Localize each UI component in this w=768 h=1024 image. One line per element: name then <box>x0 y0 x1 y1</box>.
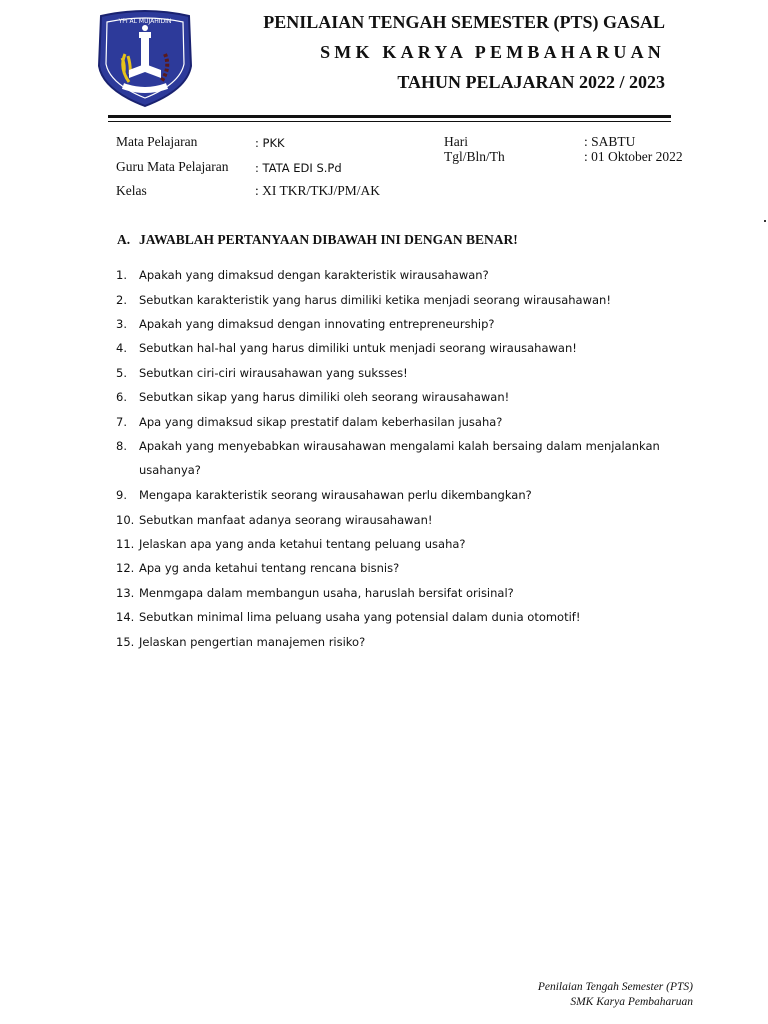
question-text: Apakah yang dimaksud dengan innovating entrepreneurship? <box>139 317 495 331</box>
question-text: Apakah yang dimaksud dengan karakteristik wirausahawan? <box>139 268 489 282</box>
question-number: 7. <box>116 415 127 429</box>
question-text: Mengapa karakteristik seorang wirausahawan perlu dikembangkan? <box>139 488 532 502</box>
header-divider-thick <box>108 115 671 118</box>
question-number: 6. <box>116 390 127 404</box>
date-label: Tgl/Bln/Th <box>444 149 505 164</box>
day-label: Hari <box>444 134 468 149</box>
question-text: Sebutkan sikap yang harus dimiliki oleh seorang wirausahawan! <box>139 390 510 404</box>
class-label: Kelas <box>116 183 147 198</box>
teacher-value: : TATA EDI S.Pd <box>255 161 342 175</box>
question-text: Apakah yang menyebabkan wirausahawan mengalami kalah bersaing dalam menjalankan <box>139 439 660 453</box>
date-value: : 01 Oktober 2022 <box>584 149 683 164</box>
question-text: Sebutkan minimal lima peluang usaha yang potensial dalam dunia otomotif! <box>139 610 581 624</box>
exam-title: PENILAIAN TENGAH SEMESTER (PTS) GASAL <box>263 12 665 32</box>
question-text: Sebutkan ciri-ciri wirausahawan yang suksses! <box>139 366 408 380</box>
stray-mark <box>764 220 766 222</box>
question-number: 5. <box>116 366 127 380</box>
school-name: SMK KARYA PEMBAHARUAN <box>320 42 665 62</box>
footer-line-1: Penilaian Tengah Semester (PTS) <box>537 981 693 993</box>
question-text: Sebutkan manfaat adanya seorang wirausahawan! <box>139 513 433 527</box>
question-number: 8. <box>116 439 127 453</box>
logo-text: YPI AL MUJAHIDIN <box>118 18 172 25</box>
teacher-label: Guru Mata Pelajaran <box>116 159 229 174</box>
question-number: 15. <box>116 635 135 649</box>
question-text: Sebutkan hal-hal yang harus dimiliki untuk menjadi seorang wirausahawan! <box>139 341 577 355</box>
header-divider-thin <box>108 121 671 122</box>
day-value: : SABTU <box>584 134 636 149</box>
question-number: 2. <box>116 293 127 307</box>
question-text: Menmgapa dalam membangun usaha, haruslah bersifat orisinal? <box>139 586 514 600</box>
question-number: 13. <box>116 586 135 600</box>
footer-line-2: SMK Karya Pembaharuan <box>570 996 693 1008</box>
question-text: Apa yang dimaksud sikap prestatif dalam keberhasilan jusaha? <box>139 415 503 429</box>
question-number: 10. <box>116 513 135 527</box>
class-value: : XI TKR/TKJ/PM/AK <box>255 183 381 198</box>
subject-label: Mata Pelajaran <box>116 134 198 149</box>
section-number: A. <box>117 232 131 247</box>
question-number: 1. <box>116 268 127 282</box>
question-number: 11. <box>116 537 135 551</box>
section-heading <box>117 232 518 248</box>
question-text: Jelaskan apa yang anda ketahui tentang peluang usaha? <box>139 537 466 551</box>
question-text: Jelaskan pengertian manajemen risiko? <box>139 635 366 649</box>
subject-value: : PKK <box>255 136 285 150</box>
question-text: Apa yg anda ketahui tentang rencana bisnis? <box>139 561 400 575</box>
question-text-continuation: usahanya? <box>139 463 201 477</box>
academic-year: TAHUN PELAJARAN 2022 / 2023 <box>397 72 665 92</box>
question-number: 12. <box>116 561 135 575</box>
question-number: 14. <box>116 610 135 624</box>
question-text: Sebutkan karakteristik yang harus dimiliki ketika menjadi seorang wirausahawan! <box>139 293 611 307</box>
question-number: 4. <box>116 341 127 355</box>
section-title: JAWABLAH PERTANYAAN DIBAWAH INI DENGAN BENAR! <box>139 232 518 247</box>
school-logo <box>95 8 195 108</box>
question-number: 9. <box>116 488 127 502</box>
question-number: 3. <box>116 317 127 331</box>
